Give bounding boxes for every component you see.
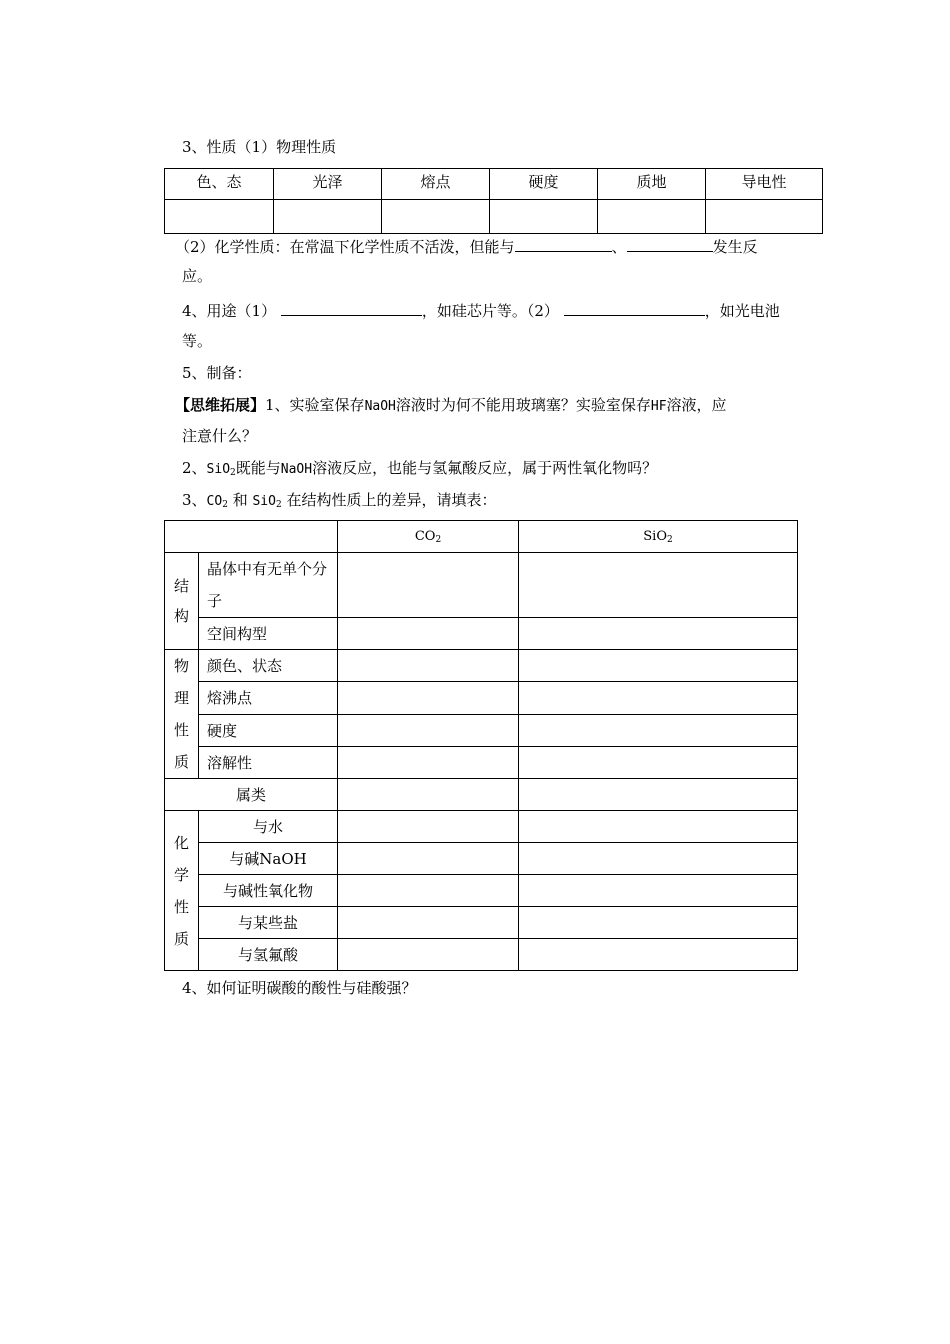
blank-cell[interactable] xyxy=(338,843,519,875)
physical-properties-table xyxy=(164,168,823,234)
question-4: 4、如何证明碳酸的酸性与硅酸强？ xyxy=(182,979,417,997)
blank-cell[interactable] xyxy=(274,200,382,234)
think-q1-line1: 【思维拓展】1、实验室保存NaOH溶液时为何不能用玻璃塞？实验室保存HF溶液，应 xyxy=(175,396,727,414)
row-label-with-water: 与水 xyxy=(199,811,338,843)
blank-cell[interactable] xyxy=(338,746,519,778)
blank-cell[interactable] xyxy=(382,200,490,234)
fill-blank[interactable] xyxy=(515,235,612,252)
blank-cell[interactable] xyxy=(519,746,798,778)
physical-group-label: 物理性质 xyxy=(165,650,199,779)
blank-cell[interactable] xyxy=(706,200,823,234)
chem-props-line2: 应。 xyxy=(182,267,213,285)
header-luster: 光泽 xyxy=(274,169,382,200)
row-label-with-naoh: 与碱NaOH xyxy=(199,843,338,875)
blank-cell[interactable] xyxy=(338,682,519,714)
blank-cell[interactable] xyxy=(338,650,519,682)
blank-cell[interactable] xyxy=(519,553,798,618)
header-co2: $CO_2$ xyxy=(338,521,519,553)
uses-line1: 4、用途（1） ，如硅芯片等。（2） ，如光电池 xyxy=(182,299,780,321)
blank-cell[interactable] xyxy=(519,714,798,746)
row-label-hardness: 硬度 xyxy=(199,714,338,746)
blank-cell[interactable] xyxy=(519,811,798,843)
think-label: 【思维拓展】 xyxy=(175,396,266,414)
row-label-single-molecule: 晶体中有无单个分子 xyxy=(199,553,338,618)
uses-line2: 等。 xyxy=(182,332,213,350)
blank-cell[interactable] xyxy=(519,907,798,939)
header-conductivity: 导电性 xyxy=(706,169,823,200)
header-texture: 质地 xyxy=(598,169,706,200)
blank-corner-cell xyxy=(165,521,338,553)
blank-cell[interactable] xyxy=(519,618,798,650)
blank-cell[interactable] xyxy=(338,907,519,939)
blank-cell[interactable] xyxy=(519,939,798,971)
row-label-solubility: 溶解性 xyxy=(199,746,338,778)
blank-cell[interactable] xyxy=(519,779,798,811)
think-q2: 2、SiO$_2$既能与NaOH溶液反应，也能与氢氟酸反应，属于两性氧化物吗？ xyxy=(182,459,658,478)
row-label-category: 属类 xyxy=(165,779,338,811)
fill-blank[interactable] xyxy=(564,299,705,316)
blank-cell[interactable] xyxy=(519,650,798,682)
blank-cell[interactable] xyxy=(519,875,798,907)
blank-cell[interactable] xyxy=(490,200,598,234)
blank-cell[interactable] xyxy=(338,618,519,650)
co2-sio2-comparison-table xyxy=(164,520,798,971)
header-sio2: SiO$_2$ xyxy=(519,521,798,553)
section-5-preparation: 5、制备： xyxy=(182,364,252,382)
blank-cell[interactable] xyxy=(519,682,798,714)
fill-blank[interactable] xyxy=(627,235,713,252)
row-label-boiling-point: 熔沸点 xyxy=(199,682,338,714)
blank-cell[interactable] xyxy=(338,553,519,618)
blank-cell[interactable] xyxy=(519,843,798,875)
blank-cell[interactable] xyxy=(338,811,519,843)
blank-cell[interactable] xyxy=(338,779,519,811)
blank-cell[interactable] xyxy=(338,714,519,746)
header-melting-point: 熔点 xyxy=(382,169,490,200)
row-label-with-basic-oxide: 与碱性氧化物 xyxy=(199,875,338,907)
think-q3: 3、$CO_2$ 和 SiO$_2$ 在结构性质上的差异，请填表： xyxy=(182,491,497,510)
header-hardness: 硬度 xyxy=(490,169,598,200)
blank-cell[interactable] xyxy=(338,875,519,907)
structure-group-label: 结构 xyxy=(165,553,199,650)
section-3-heading: 3、性质（1）物理性质 xyxy=(182,138,337,156)
row-label-with-hf: 与氢氟酸 xyxy=(199,939,338,971)
row-label-color-state: 颜色、状态 xyxy=(199,650,338,682)
blank-cell[interactable] xyxy=(165,200,274,234)
blank-cell[interactable] xyxy=(338,939,519,971)
chemical-group-label: 化学性质 xyxy=(165,811,199,971)
row-label-with-salts: 与某些盐 xyxy=(199,907,338,939)
think-q1-line2: 注意什么？ xyxy=(182,427,258,445)
chem-props-line1: （2）化学性质：在常温下化学性质不活泼，但能与 、 发生反 xyxy=(175,235,758,257)
blank-cell[interactable] xyxy=(598,200,706,234)
header-color-state: 色、态 xyxy=(165,169,274,200)
fill-blank[interactable] xyxy=(281,299,422,316)
row-label-spatial-config: 空间构型 xyxy=(199,618,338,650)
